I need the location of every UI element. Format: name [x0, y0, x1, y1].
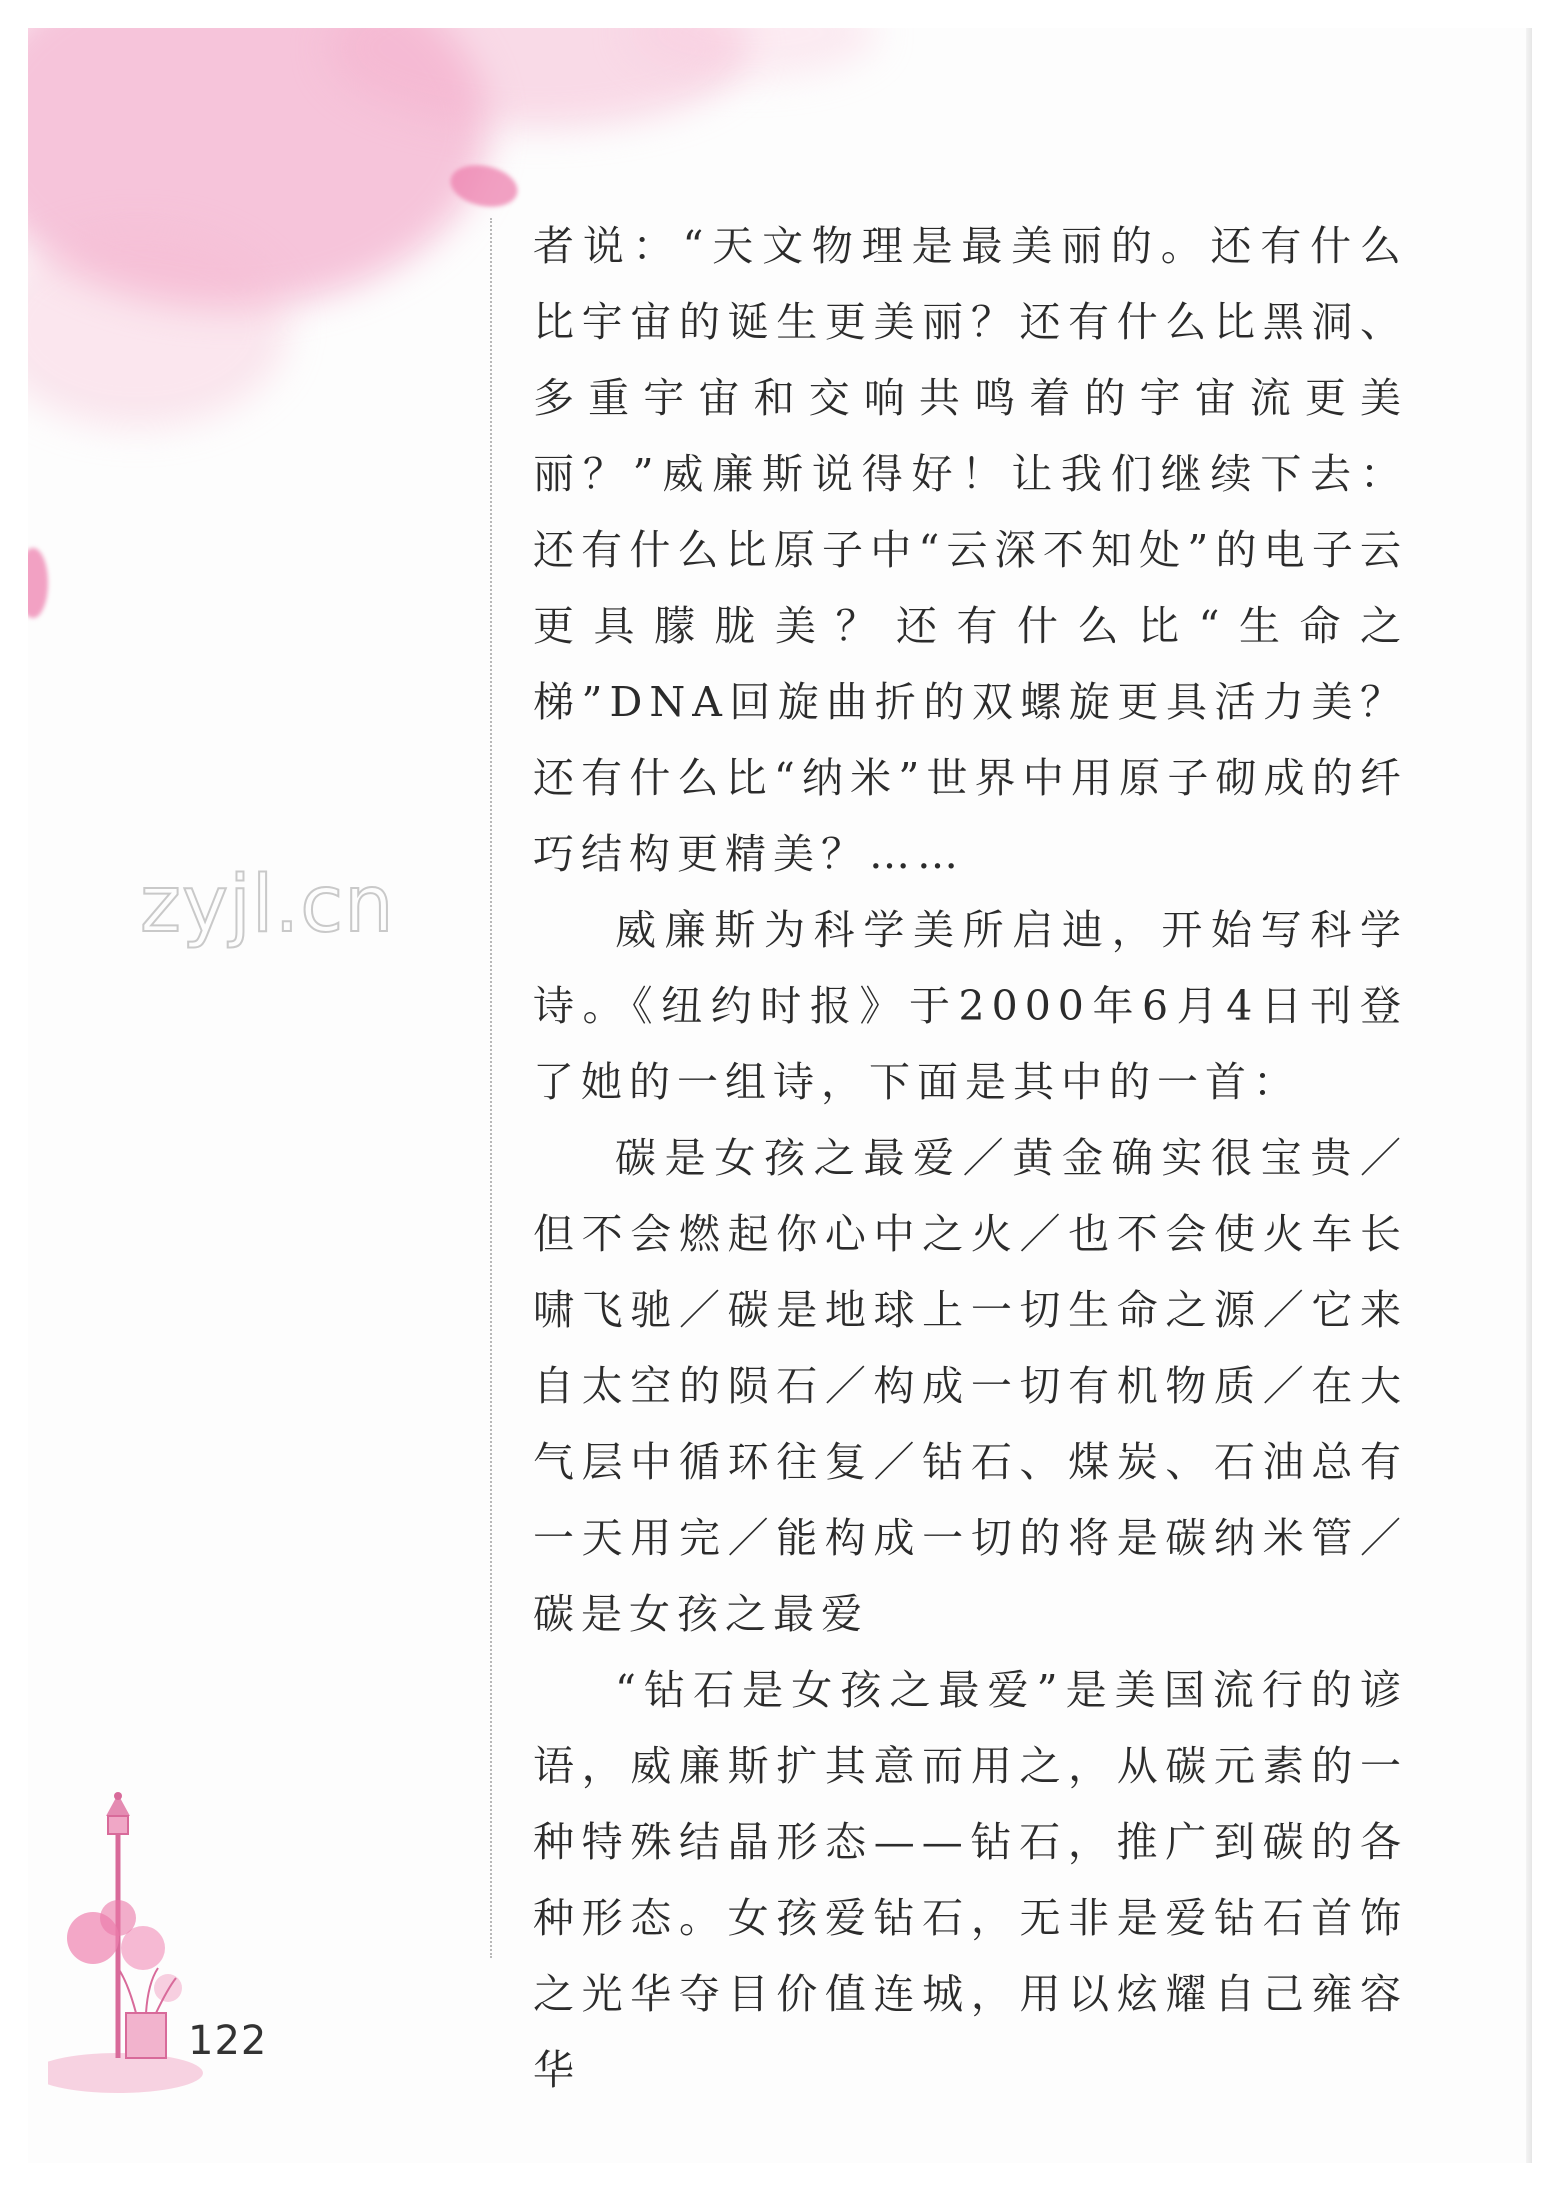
body-text: [533, 208, 1408, 2108]
paragraph-1: 者说：“天文物理是最美丽的。还有什么比宇宙的诞生更美丽？还有什么比黑洞、多重宇宙和交响共鸣着的宇宙流更美丽？”威廉斯说得好！让我们继续下去：还有什么比原子中“云深不知处”的电子云更具朦胧美？还有什么比“生命之梯”DNA回旋曲折的双螺旋更具活力美？还有什么比“纳米”世界中用原子砌成的纤巧结构更精美？……: [533, 222, 1408, 878]
page-number: 122: [188, 2018, 268, 2064]
poem-paragraph: 碳是女孩之最爱／黄金确实很宝贵／但不会燃起你心中之火／也不会使火车长啸飞驰／碳是地球上一切生命之源／它来自太空的陨石／构成一切有机物质／在大气层中循环往复／钻石、煤炭、石油总有一天用完／能构成一切的将是碳纳米管／碳是女孩之最爱: [533, 1134, 1408, 1638]
dotted-margin-divider: [490, 218, 492, 1958]
paragraph-2: 威廉斯为科学美所启迪，开始写科学诗。《纽约时报》于2000年6月4日刊登了她的一组诗，下面是其中的一首：: [533, 906, 1408, 1106]
scan-edge: [1526, 28, 1532, 2163]
pink-petal-decoration: [28, 548, 48, 618]
book-page: [28, 28, 1532, 2163]
paragraph-4: “钻石是女孩之最爱”是美国流行的谚语，威廉斯扩其意而用之，从碳元素的一种特殊结晶形态——钻石，推广到碳的各种形态。女孩爱钻石，无非是爱钻石首饰之光华夺目价值连城，用以炫耀自己雍容华: [533, 1666, 1408, 2094]
watermark: zyjl.cn: [140, 860, 395, 950]
